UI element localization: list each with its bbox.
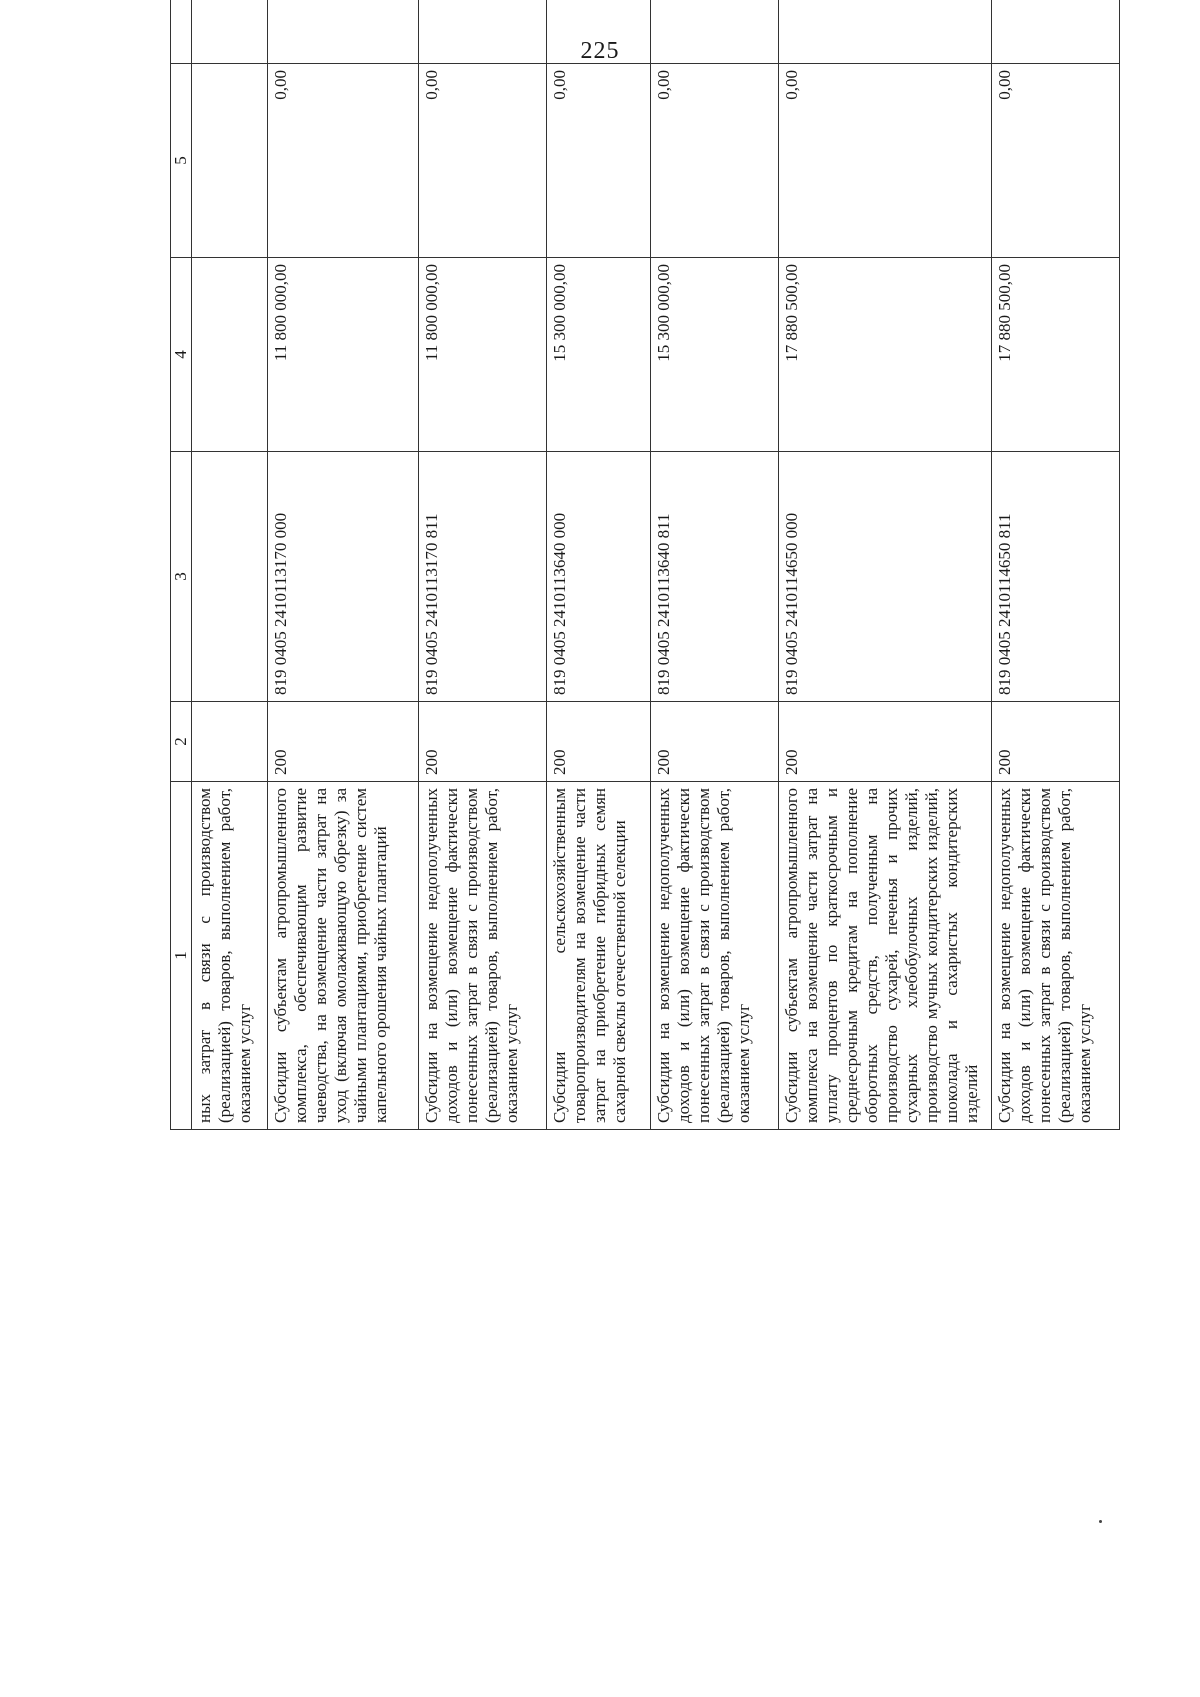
- kind-cell: 200: [268, 702, 419, 782]
- column-header: [171, 0, 192, 64]
- amount-cell: [650, 0, 778, 64]
- column-header: 3: [171, 452, 192, 702]
- scan-speck: [1099, 1520, 1102, 1523]
- kind-cell: 200: [418, 702, 546, 782]
- code-cell: 819 0405 2410113640 811: [650, 452, 778, 702]
- amount-cell: [192, 258, 268, 452]
- amount-cell: [418, 0, 546, 64]
- amount-cell: 17 880 500,00: [992, 258, 1120, 452]
- amount-cell: 17 880 500,00: [778, 258, 991, 452]
- description-cell: Субсидии на возмещение недополученных доходов и (или) возмещение фактически понесенных затрат в связи с производством (реализацией) товаров, выполнением работ, оказанием услуг: [992, 782, 1120, 1130]
- code-cell: 819 0405 2410114650 811: [992, 452, 1120, 702]
- description-cell: ных затрат в связи с производством (реализацией) товаров, выполнением работ, оказанием услуг: [192, 782, 268, 1130]
- amount-cell: [992, 0, 1120, 64]
- table-row: [992, 0, 1120, 1130]
- kind-cell: 200: [778, 702, 991, 782]
- amount-cell: 11 800 000,00: [268, 258, 419, 452]
- table-row: [778, 0, 991, 1130]
- code-cell: 819 0405 2410113170 000: [268, 452, 419, 702]
- amount-cell: 0,00: [546, 64, 650, 258]
- kind-cell: 200: [992, 702, 1120, 782]
- code-cell: 819 0405 2410114650 000: [778, 452, 991, 702]
- code-cell: 819 0405 2410113170 811: [418, 452, 546, 702]
- column-header: 5: [171, 64, 192, 258]
- amount-cell: [778, 0, 991, 64]
- table-row: [268, 0, 419, 1130]
- table-row: [650, 0, 778, 1130]
- table-header-row: [171, 0, 192, 1130]
- code-cell: [192, 452, 268, 702]
- description-cell: Субсидии сельскохозяйственным товаропроизводителям на возмещение части затрат на приобретение гибридных семян сахарной свеклы отечественной селекции: [546, 782, 650, 1130]
- kind-cell: 200: [546, 702, 650, 782]
- amount-cell: [546, 0, 650, 64]
- kind-cell: 200: [650, 702, 778, 782]
- amount-cell: 15 300 000,00: [546, 258, 650, 452]
- column-header: 4: [171, 258, 192, 452]
- table-row: [418, 0, 546, 1130]
- amount-cell: 0,00: [418, 64, 546, 258]
- amount-cell: 0,00: [268, 64, 419, 258]
- page-number: 225: [580, 38, 620, 64]
- description-cell: Субсидии на возмещение недополученных доходов и (или) возмещение фактически понесенных затрат в связи с производством (реализацией) товаров, выполнением работ, оказанием услуг: [418, 782, 546, 1130]
- table-row: [546, 0, 650, 1130]
- table-row: [192, 0, 268, 1130]
- budget-table: [170, 0, 1120, 1130]
- amount-cell: 15 300 000,00: [650, 258, 778, 452]
- column-header: 1: [171, 782, 192, 1130]
- amount-cell: 0,00: [992, 64, 1120, 258]
- amount-cell: 0,00: [650, 64, 778, 258]
- rotated-table-container: [170, 70, 1120, 1130]
- description-cell: Субсидии на возмещение недополученных доходов и (или) возмещение фактически понесенных затрат в связи с производством (реализацией) товаров, выполнением работ, оказанием услуг: [650, 782, 778, 1130]
- amount-cell: 11 800 000,00: [418, 258, 546, 452]
- description-cell: Субсидии субъектам агропромышленного комплекса, обеспечивающим развитие чаеводства, на возмещение части затрат на уход (включая омолаживающую обрезку) за чайными плантациями, приобретение систем капельного орошения чайных плантаций: [268, 782, 419, 1130]
- amount-cell: [268, 0, 419, 64]
- kind-cell: [192, 702, 268, 782]
- amount-cell: 0,00: [778, 64, 991, 258]
- code-cell: 819 0405 2410113640 000: [546, 452, 650, 702]
- amount-cell: [192, 0, 268, 64]
- amount-cell: [192, 64, 268, 258]
- column-header: 2: [171, 702, 192, 782]
- description-cell: Субсидии субъектам агропромышленного комплекса на возмещение части затрат на уплату процентов по краткосрочным и среднесрочным кредитам на пополнение оборотных средств, полученным на производство сухарей, печенья и прочих сухарных хлебобулочных изделий, производство мучных кондитерских изделий, шоколада и сахаристых кондитерских изделий: [778, 782, 991, 1130]
